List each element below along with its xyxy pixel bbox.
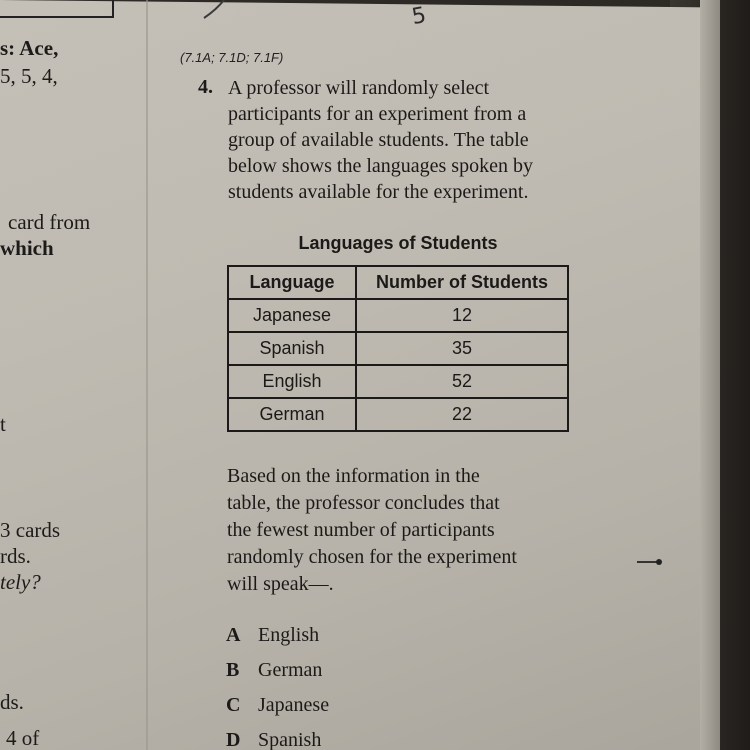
choice-text: German bbox=[258, 659, 323, 681]
page-edge bbox=[700, 0, 720, 750]
cell-language: Spanish bbox=[228, 332, 356, 365]
left-text-line: which bbox=[0, 236, 54, 260]
question-line: A professor will randomly select bbox=[228, 77, 490, 99]
column-header-count: Number of Students bbox=[356, 266, 568, 299]
cell-language: English bbox=[228, 365, 356, 398]
standards-reference: (7.1A; 7.1D; 7.1F) bbox=[180, 50, 284, 65]
column-header-language: Language bbox=[228, 266, 356, 299]
cell-language: Japanese bbox=[228, 299, 356, 332]
question-number: 4. bbox=[198, 76, 213, 98]
conclusion-line: will speak—. bbox=[227, 573, 334, 595]
choice-a[interactable] bbox=[226, 618, 329, 653]
conclusion-line: the fewest number of participants bbox=[227, 519, 495, 541]
previous-answer-box bbox=[0, 0, 114, 18]
pencil-arrow-mark bbox=[637, 559, 663, 565]
cell-count: 35 bbox=[356, 332, 568, 365]
choice-letter: C bbox=[226, 694, 241, 716]
cell-count: 52 bbox=[356, 365, 568, 398]
left-text-line: ds. bbox=[0, 690, 24, 714]
left-text-line: card from bbox=[8, 210, 91, 234]
table-header-row bbox=[228, 266, 568, 299]
column-divider bbox=[146, 0, 148, 750]
left-text-line: s: Ace, bbox=[0, 36, 59, 60]
conclusion-line: table, the professor concludes that bbox=[227, 492, 500, 514]
table-row bbox=[228, 365, 568, 398]
table-row bbox=[228, 398, 568, 431]
table-row bbox=[228, 332, 568, 365]
choice-letter: A bbox=[226, 624, 241, 646]
table-row bbox=[228, 299, 568, 332]
conclusion-line: randomly chosen for the experiment bbox=[227, 546, 517, 568]
languages-table bbox=[227, 265, 569, 432]
left-text-line: rds. bbox=[0, 544, 31, 568]
pencil-mark-5: 5 bbox=[409, 2, 429, 31]
choice-text: Japanese bbox=[258, 694, 330, 716]
table-title: Languages of Students bbox=[298, 233, 498, 253]
choice-d[interactable] bbox=[226, 723, 329, 750]
choice-c[interactable] bbox=[226, 688, 329, 723]
left-text-line: 4 of bbox=[6, 726, 40, 750]
left-text-line: 3 cards bbox=[0, 518, 61, 542]
choice-text: Spanish bbox=[258, 729, 322, 750]
left-text-line: 5, 5, 4, bbox=[0, 64, 58, 88]
question-line: students available for the experiment. bbox=[228, 181, 529, 203]
cell-count: 12 bbox=[356, 299, 568, 332]
conclusion-text bbox=[227, 463, 587, 598]
choice-letter: D bbox=[226, 729, 241, 750]
pencil-scribble bbox=[200, 0, 240, 24]
cell-language: German bbox=[228, 398, 356, 431]
question-text bbox=[228, 75, 573, 205]
conclusion-line: Based on the information in the bbox=[227, 465, 480, 487]
question-line: below shows the languages spoken by bbox=[228, 155, 533, 177]
choice-b[interactable] bbox=[226, 653, 329, 688]
choice-text: English bbox=[258, 624, 320, 646]
left-text-line: tely? bbox=[0, 570, 41, 594]
choice-letter: B bbox=[226, 659, 240, 681]
left-text-line: t bbox=[0, 412, 6, 436]
cell-count: 22 bbox=[356, 398, 568, 431]
answer-choices bbox=[226, 618, 329, 750]
question-line: group of available students. The table bbox=[228, 129, 529, 151]
question-line: participants for an experiment from a bbox=[228, 103, 527, 125]
